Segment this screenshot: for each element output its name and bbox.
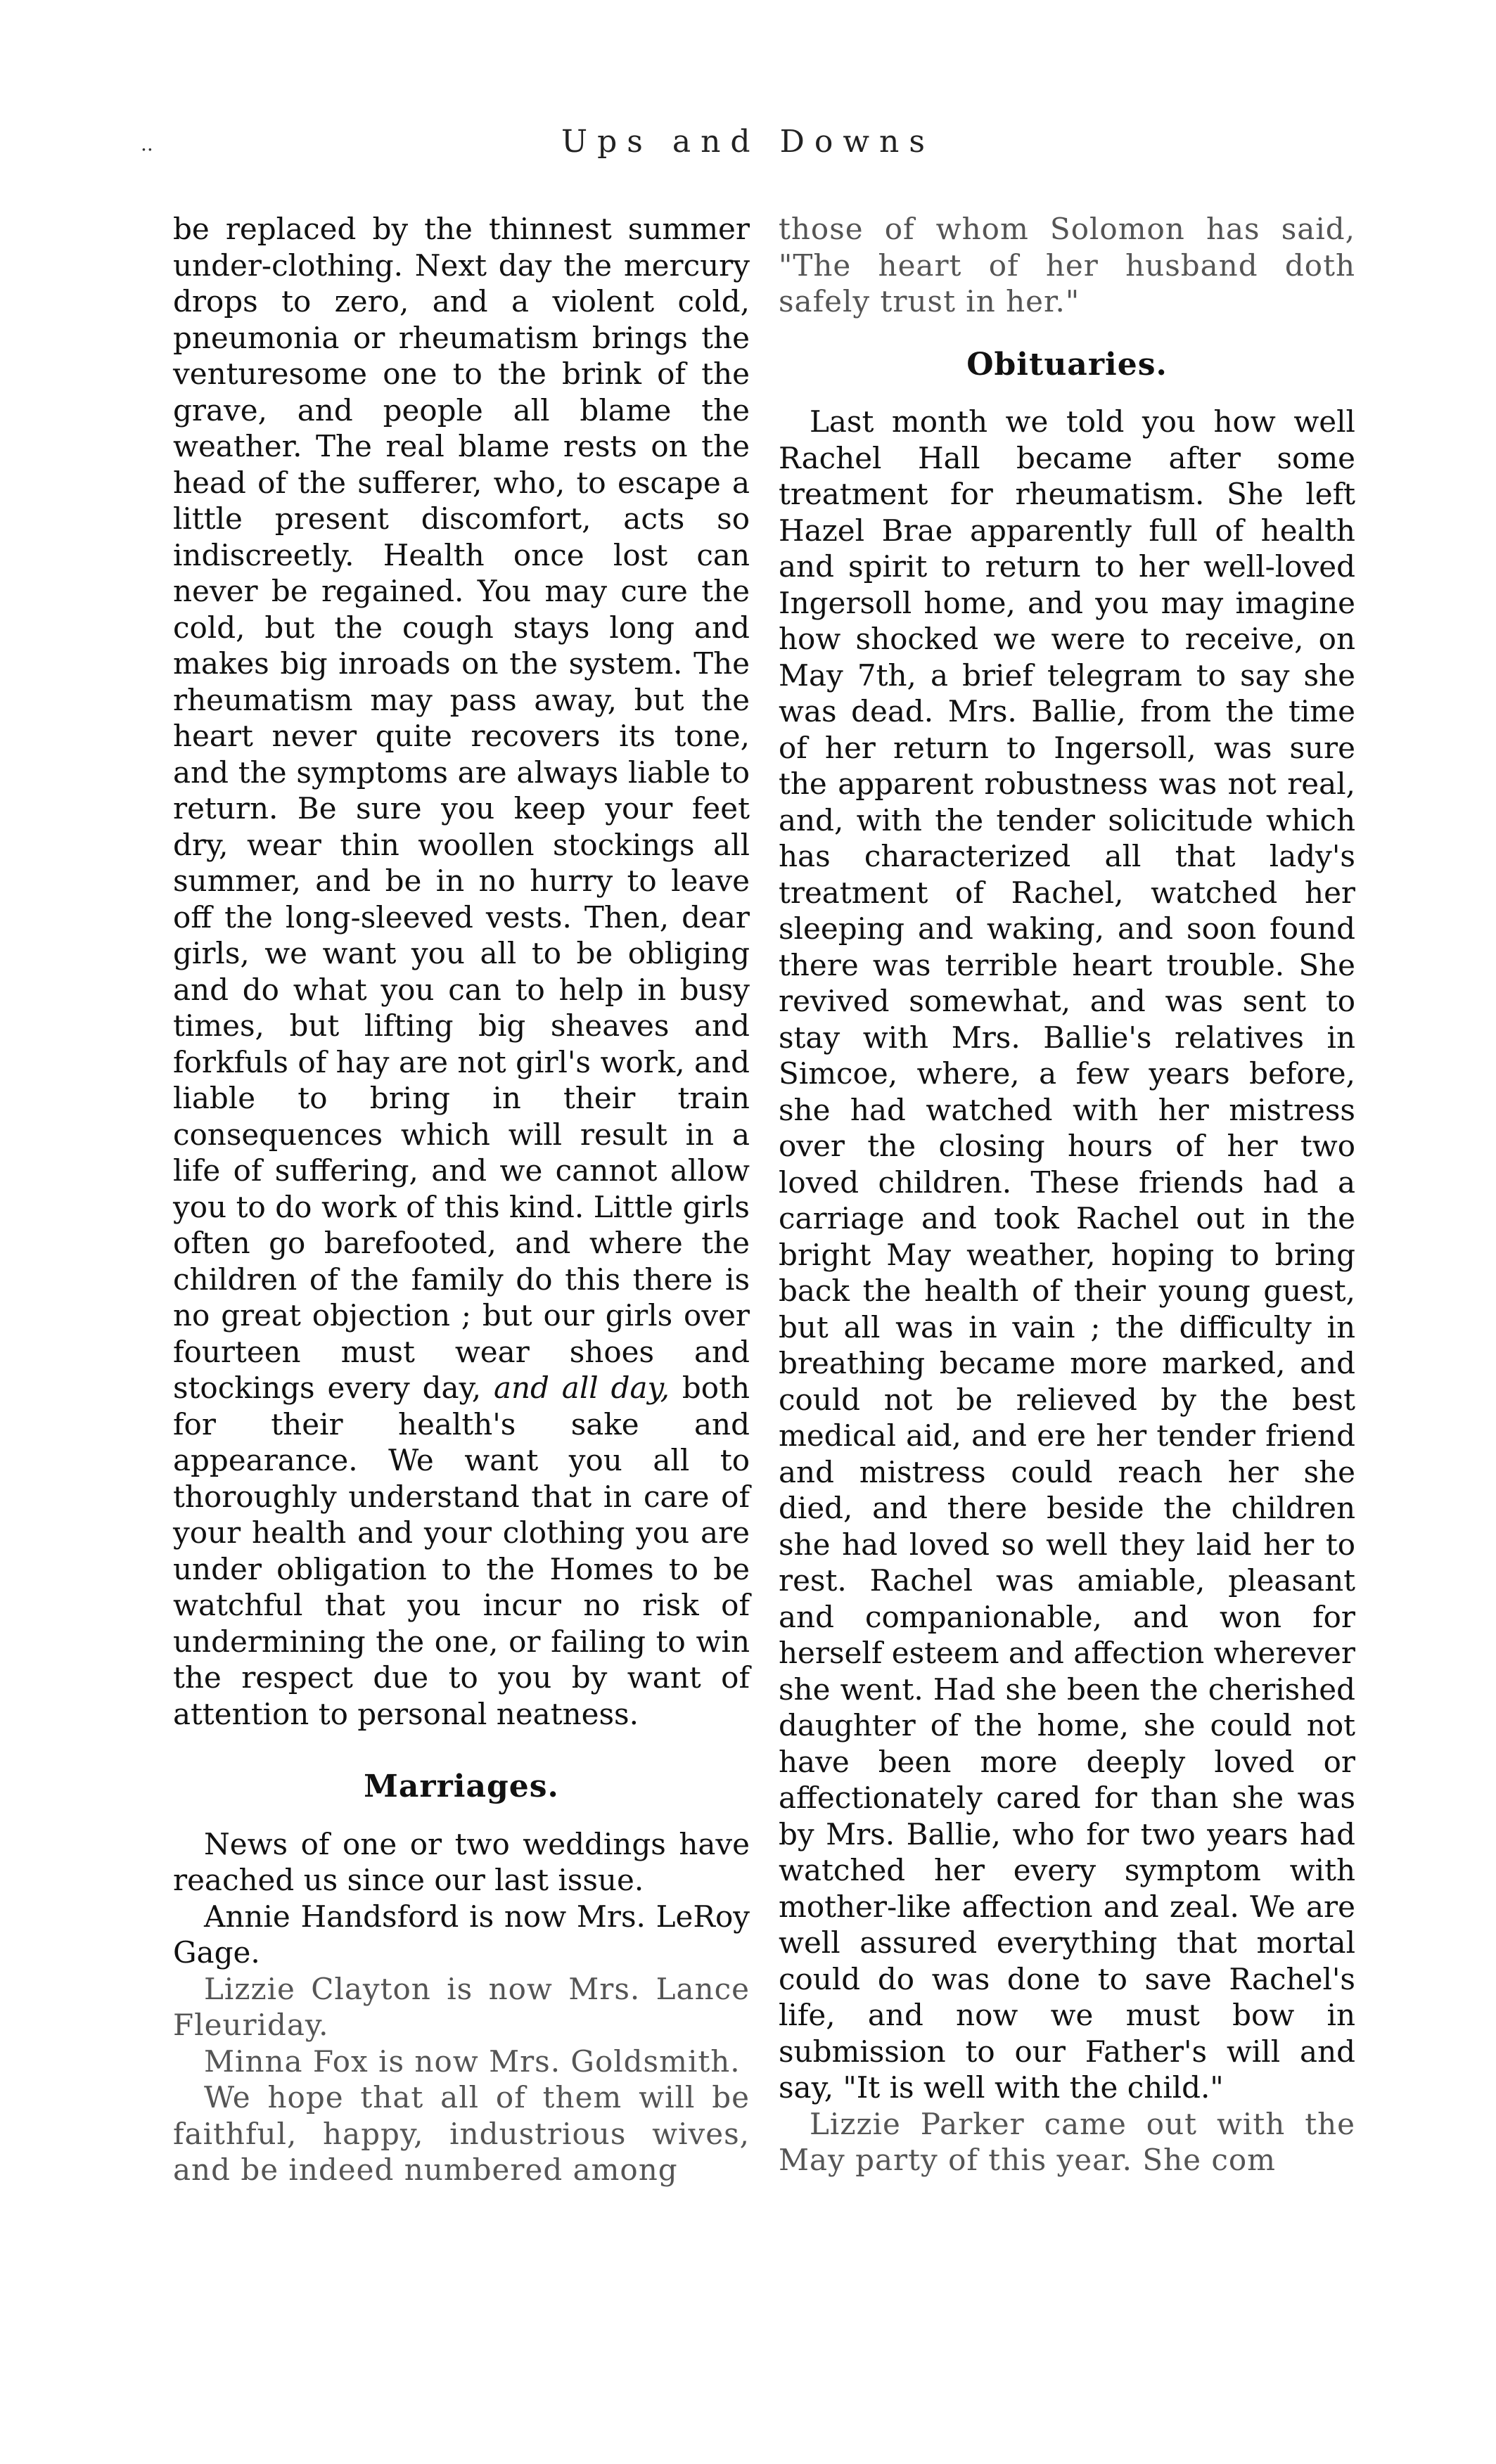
marriage-closing: We hope that all of them will be faithful, happy, industrious wives, and be indeed numbered among [173, 2080, 750, 2187]
page-number: .. [141, 132, 153, 155]
marriage-entry: Annie Handsford is now Mrs. LeRoy Gage. [173, 1899, 750, 1970]
obituary-lizzie-parker: Lizzie Parker came out with the May party of this year. She com [779, 2106, 1355, 2177]
marriage-entry: Minna Fox is now Mrs. Goldsmith. [204, 2043, 741, 2079]
paragraph-health [173, 211, 750, 1732]
marriages-heading: Marriages. [364, 1769, 559, 1804]
right-column [779, 211, 1355, 2179]
obituary-rachel-hall: Last month we told you how well Rachel Hall became after some treatment for rheumatism. She left Hazel Brae apparently full of health and spirit to return to her well-loved Ingersoll home, and you may imagine how shocked we were to receive, on May 7th, a brief telegram to say she was dead. Mrs. Ballie, from the time of her return to Ingersoll, was sure the apparent robustness was not real, and, with the tender solicitude which has characterized all that lady's treatment of Rachel, watched her sleeping and waking, and soon found there was terrible heart trouble. She revived somewhat, and was sent to stay with Mrs. Ballie's relatives in Simcoe, where, a few years before, she had watched with her mistress over the closing hours of her two loved children. These friends had a carriage and took Rachel out in the bright May weather, hoping to bring back the health of their young guest, but all was in vain ; the difficulty in breathing became more marked, and could not be relieved by the best medical aid, and ere her tender friend and mistress could reach her she died, and there beside the children she had loved so well they laid her to rest. Rachel was amiable, pleasant and companionable, and won for herself esteem and affection wherever she went. Had she been the cherished daughter of the home, she could not have been more deeply loved or affectionately cared for than she was by Mrs. Ballie, who for two years had watched her every symptom with mother-like affection and zeal. We are well assured everything that mortal could do was done to save Rachel's life, and now we must bow in submission to our Father's will and say, "It is well with the child." [779, 404, 1355, 2105]
marriage-entry: Lizzie Clayton is now Mrs. Lance Fleuriday. [173, 1971, 750, 2042]
running-head: Ups and Downs [561, 124, 935, 160]
health-text: be replaced by the thinnest summer under-clothing. Next day the mercury drops to zero, and a violent cold, pneumonia or rheumatism brings the venturesome one to the brink of the grave, and people all blame the weather. The real blame rests on the head of the sufferer, who, to escape a little present discomfort, acts so indiscreetly. Health once lost can never be regained. You may cure the cold, but the cough stays long and makes big inroads on the system. The rheumatism may pass away, but the heart never quite recovers its tone, and the symptoms are always liable to return. Be sure you keep your feet dry, wear thin woollen stockings all summer, and be in no hurry to leave off the long-sleeved vests. Then, dear girls, we want you all to be obliging and do what you can to help in busy times, but lifting big sheaves and forkfuls of hay are not girl's work, and liable to bring in their train consequences which will result in a life of suffering, and we cannot allow you to do work of this kind. Little girls often go barefooted, and where the children of the family do this there is no great objection ; but our girls over fourteen must wear shoes and stockings every day, [173, 212, 750, 1405]
marriage-intro: News of one or two weddings have reached us since our last issue. [173, 1826, 750, 1897]
emphasis-all-day: and all day, [493, 1371, 670, 1405]
paragraph-continued: those of whom Solomon has said, "The heart of her husband doth safely trust in her." [779, 212, 1355, 319]
obituaries-heading: Obituaries. [966, 346, 1168, 383]
health-text-end: both for their health's sake and appearance. We want you all to thoroughly understand that in care of your health and your clothing you are under obligation to the Homes to be watchful that you incur no risk of undermining the one, or failing to win the respect due to you by want of attention to personal neatness. [173, 1371, 750, 1731]
left-column [173, 211, 750, 2188]
